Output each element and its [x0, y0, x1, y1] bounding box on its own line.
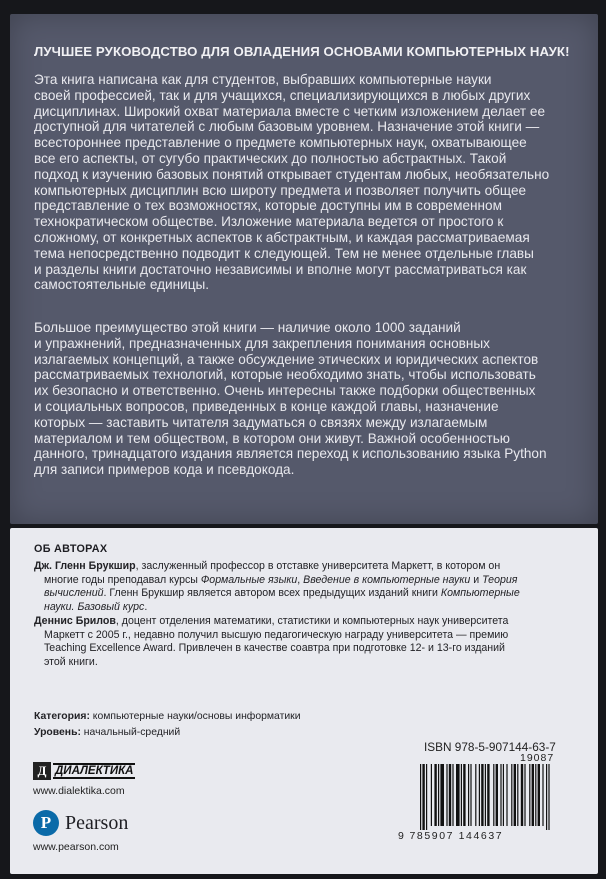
barcode-bar	[485, 764, 486, 826]
description-line: всестороннее представление о предмете компьютерных наук, охватывающее	[34, 135, 527, 151]
description-line: доступной для читателей с любым базовым уровнем. Назначение этой книги —	[34, 119, 540, 135]
barcode-bar	[514, 764, 516, 826]
barcode-bar	[546, 764, 547, 830]
barcode-bar	[493, 764, 494, 826]
bio-text: , доцент отделения математики, статистики и компьютерных наук университета	[115, 615, 509, 627]
bio-text: этой книги.	[44, 655, 98, 668]
description-line: материалом и тем обществом, в котором они живут. Важной особенностью	[34, 430, 510, 446]
barcode-bar	[535, 764, 536, 826]
barcode-bar	[532, 764, 534, 826]
about-authors-heading: ОБ АВТОРАХ	[34, 543, 108, 555]
category-line	[34, 711, 301, 722]
barcode-bar	[426, 764, 427, 830]
pearson-p-icon: P	[33, 810, 59, 836]
level-value: начальный-средний	[80, 727, 181, 738]
description-line: технократическом обществе. Изложение материала ведется от простого к	[34, 214, 504, 230]
barcode-first-digit: 9	[398, 830, 406, 842]
description-line: компьютерных дисциплин всю широту предмета и позволяет получить общее	[34, 182, 527, 198]
barcode-bar	[470, 764, 471, 826]
dialektika-logo	[33, 762, 135, 780]
barcode-bar	[479, 764, 480, 826]
author-name: Дж. Гленн Брукшир	[34, 560, 136, 572]
isbn: ISBN 978-5-907144-63-7	[424, 740, 556, 754]
bio-text: многие годы преподавал курсы	[44, 573, 201, 586]
barcode-bar	[524, 764, 525, 826]
headline: ЛУЧШЕЕ РУКОВОДСТВО ДЛЯ ОВЛАДЕНИЯ ОСНОВАМИ КОМПЬЮТЕРНЫХ НАУК!	[34, 44, 570, 59]
level-label: Уровень:	[34, 727, 81, 738]
category-label: Категория:	[34, 711, 90, 722]
barcode-bar	[506, 764, 507, 826]
description-line: и социальных вопросов, приведенных в конце каждой главы, назначение	[34, 398, 499, 414]
description-line: все его аспекты, от сугубо практических до полностью абстрактных. Такой	[34, 150, 507, 166]
description-line: Эта книга написана как для студентов, выбравших компьютерные науки	[34, 72, 492, 87]
barcode-digits	[398, 830, 503, 842]
description-paragraph-2	[34, 320, 594, 478]
barcode-bar	[529, 764, 530, 826]
description-line: рассматриваемых технологий, которые необходимо знать, чтобы использовать	[34, 367, 536, 383]
barcode-bar	[463, 764, 465, 826]
barcode-bar	[511, 764, 512, 826]
description-line: подход к изучению базовых понятий открывает студентам любых, необязательно	[34, 166, 550, 182]
dialektika-url: www.dialektika.com	[33, 785, 125, 797]
description-line: которых — заставить читателя задуматься о связях между излагаемым	[34, 414, 488, 430]
barcode-bar	[481, 764, 483, 826]
description-line: и разделы книги достаточно независимы и вполне могут рассматриваться как	[34, 261, 527, 277]
description-paragraph-1	[34, 72, 594, 293]
barcode-bar	[542, 764, 543, 826]
barcode-number: 785907 144637	[409, 830, 504, 842]
description-line: тема непосредственно подводит к следующей. Тем не менее отдельные главы	[34, 245, 534, 261]
barcode-bar	[487, 764, 489, 826]
book-title: науки. Базовый курс	[44, 600, 145, 613]
barcode-bar	[475, 764, 476, 826]
description-line: данного, тринадцатого издания является переход к использованию языка Python	[34, 446, 547, 462]
description-line: дисциплинах. Широкий охват материала вместе с четким изложением делает ее	[34, 103, 546, 119]
author-name: Деннис Брилов	[34, 615, 116, 627]
barcode-bar	[440, 764, 444, 826]
bio-text: Teaching Excellence Award. Привлечен в качестве соавтра при подготовке 12- и 13-го изданий	[44, 642, 505, 655]
barcode-bar	[452, 764, 453, 826]
barcode	[398, 752, 578, 844]
barcode-bar	[422, 764, 424, 830]
bio-text: Маркетт с 2005 г., недавно получил высшую педагогическую награду университета — премию	[44, 628, 509, 641]
description-line: представление о тех возможностях, которые доступны им в современном	[34, 198, 502, 214]
description-line: самостоятельные единицы.	[34, 277, 210, 293]
description-line: Большое преимущество этой книги — наличие около 1000 заданий	[34, 320, 461, 335]
barcode-bar	[446, 764, 447, 826]
barcode-bar	[461, 764, 462, 826]
barcode-bar	[500, 764, 501, 826]
description-line: для записи примеров кода и псевдокода.	[34, 462, 295, 478]
course-title: Введение в компьютерные науки	[303, 573, 471, 586]
barcode-bar	[548, 764, 549, 830]
barcode-bar	[456, 764, 460, 826]
barcode-bar	[521, 764, 523, 826]
pearson-url: www.pearson.com	[33, 841, 119, 853]
course-title: Теория	[482, 573, 518, 586]
dialektika-icon: Д	[33, 762, 51, 780]
course-title: вычислений	[44, 587, 104, 600]
barcode-bar	[496, 764, 498, 826]
barcode-bar	[538, 764, 540, 826]
book-title: Компьютерные	[440, 587, 520, 600]
barcode-bar	[503, 764, 504, 826]
barcode-bar	[420, 764, 421, 830]
description-line: и упражнений, предназначенных для закрепления понимания основных	[34, 335, 490, 351]
pearson-logo	[33, 810, 128, 836]
barcode-bar	[431, 764, 432, 826]
bio-text: .	[144, 600, 148, 613]
author-bio-brookshear	[34, 560, 579, 614]
barcode-addon: 19087	[520, 752, 555, 764]
level-line	[34, 727, 180, 738]
bio-text: ,	[297, 573, 304, 586]
course-title: Формальные языки	[200, 573, 298, 586]
barcode-bar	[468, 764, 469, 826]
barcode-bar	[434, 764, 436, 826]
barcode-bar	[449, 764, 451, 826]
bio-text: . Гленн Брукшир является автором всех предыдущих изданий книги	[103, 587, 441, 600]
description-line: сложному, от конкретных аспектов к абстрактным, и каждая рассматриваемая	[34, 229, 530, 245]
bio-text: , заслуженный профессор в отставке университета Маркетт, в котором он	[135, 560, 501, 572]
description-line: своей профессией, так и для учащихся, специализирующихся в любых других	[34, 87, 531, 103]
category-value: компьютерные науки/основы информатики	[89, 711, 301, 722]
bio-text: и	[470, 573, 483, 586]
author-bio-brylow	[34, 615, 579, 669]
dialektika-wordmark: ДИАЛЕКТИКА	[55, 765, 134, 777]
description-line: излагаемых концепций, а также обсуждение этических и юридических аспектов	[34, 351, 539, 367]
pearson-wordmark: Pearson	[65, 811, 129, 834]
barcode-bar	[438, 764, 439, 826]
description-line: их безопасно и ответственно. Очень интересны также подборки общественных	[34, 383, 536, 399]
barcode-bar	[517, 764, 518, 826]
